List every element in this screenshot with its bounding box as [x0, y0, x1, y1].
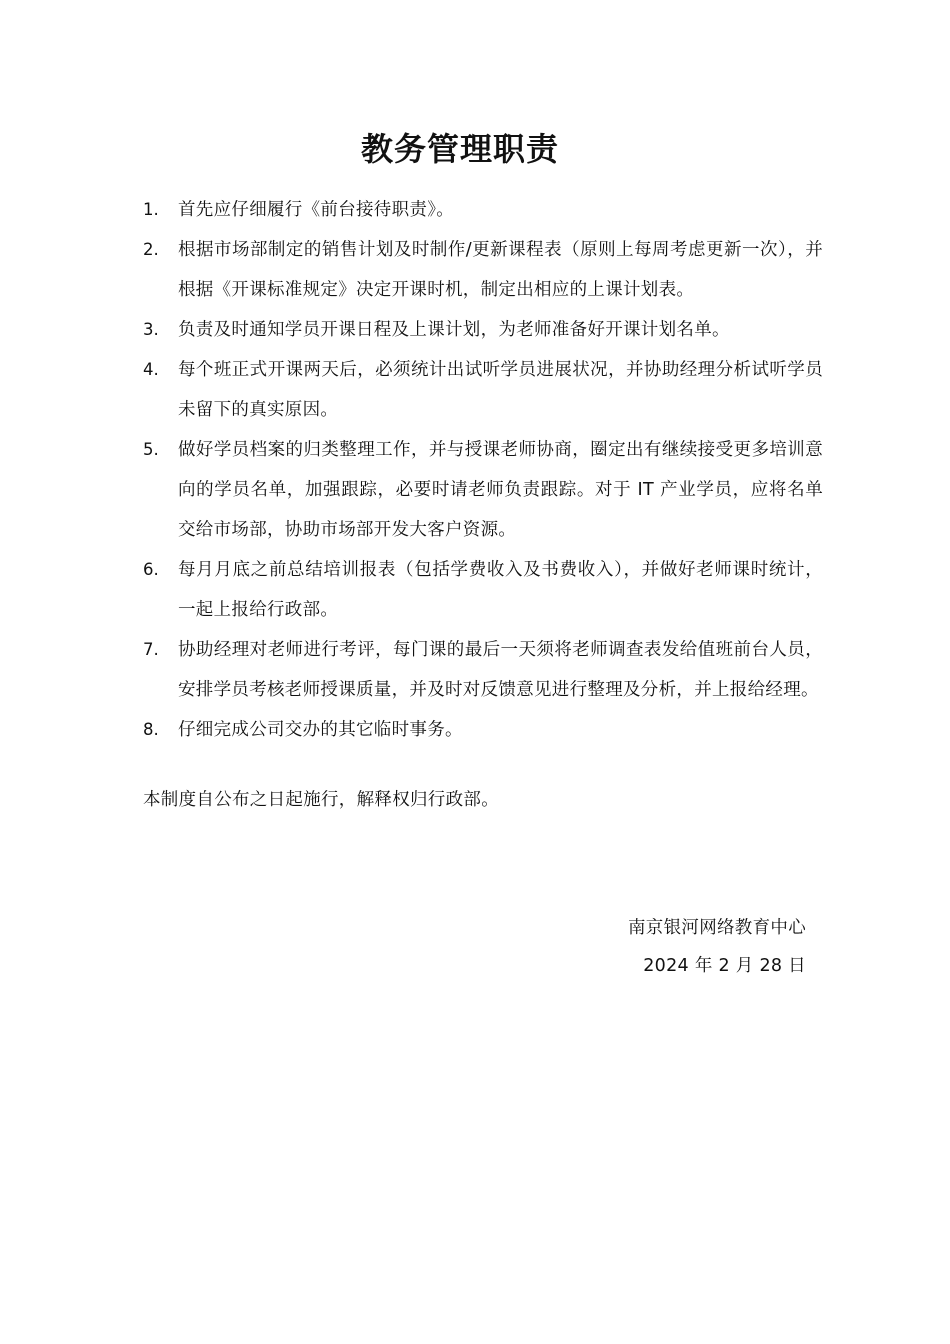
item-text: 负责及时通知学员开课日程及上课计划，为老师准备好开课计划名单。: [178, 320, 730, 340]
duties-list: [143, 190, 823, 750]
item-text: 每个班正式开课两天后，必须统计出试听学员进展状况，并协助经理分析试听学员未留下的真实原因。: [178, 360, 823, 420]
list-item: [143, 310, 823, 350]
item-number: 5.: [143, 440, 159, 459]
item-text: 协助经理对老师进行考评，每门课的最后一天须将老师调查表发给值班前台人员，安排学员考核老师授课质量，并及时对反馈意见进行整理及分析，并上报给经理。: [178, 640, 823, 700]
item-number: 2.: [143, 240, 159, 259]
list-item: [143, 430, 823, 550]
item-text: 根据市场部制定的销售计划及时制作/更新课程表（原则上每周考虑更新一次），并根据《开课标准规定》决定开课时机，制定出相应的上课计划表。: [178, 240, 823, 300]
item-number: 1.: [143, 200, 159, 219]
list-item: [143, 230, 823, 310]
list-item: [143, 630, 823, 710]
list-item: [143, 550, 823, 630]
item-number: 6.: [143, 560, 159, 579]
item-number: 4.: [143, 360, 159, 379]
item-text: 每月月底之前总结培训报表（包括学费收入及书费收入），并做好老师课时统计，一起上报给行政部。: [178, 560, 823, 620]
list-item: [143, 190, 823, 230]
document-date: 2024 年 2 月 28 日: [643, 956, 806, 976]
item-text: 仔细完成公司交办的其它临时事务。: [178, 720, 463, 740]
document-title: 教务管理职责: [360, 130, 559, 168]
closing-statement: 本制度自公布之日起施行，解释权归行政部。: [143, 790, 499, 810]
item-text: 做好学员档案的归类整理工作，并与授课老师协商，圈定出有继续接受更多培训意向的学员名单，加强跟踪，必要时请老师负责跟踪。对于 IT 产业学员，应将名单交给市场部，协助市场部开发大客户资源。: [178, 440, 823, 540]
list-item: [143, 710, 823, 750]
item-number: 7.: [143, 640, 159, 659]
item-text: 首先应仔细履行《前台接待职责》。: [178, 200, 455, 220]
item-number: 3.: [143, 320, 159, 339]
organization-signature: 南京银河网络教育中心: [628, 918, 806, 938]
item-number: 8.: [143, 720, 159, 739]
list-item: [143, 350, 823, 430]
